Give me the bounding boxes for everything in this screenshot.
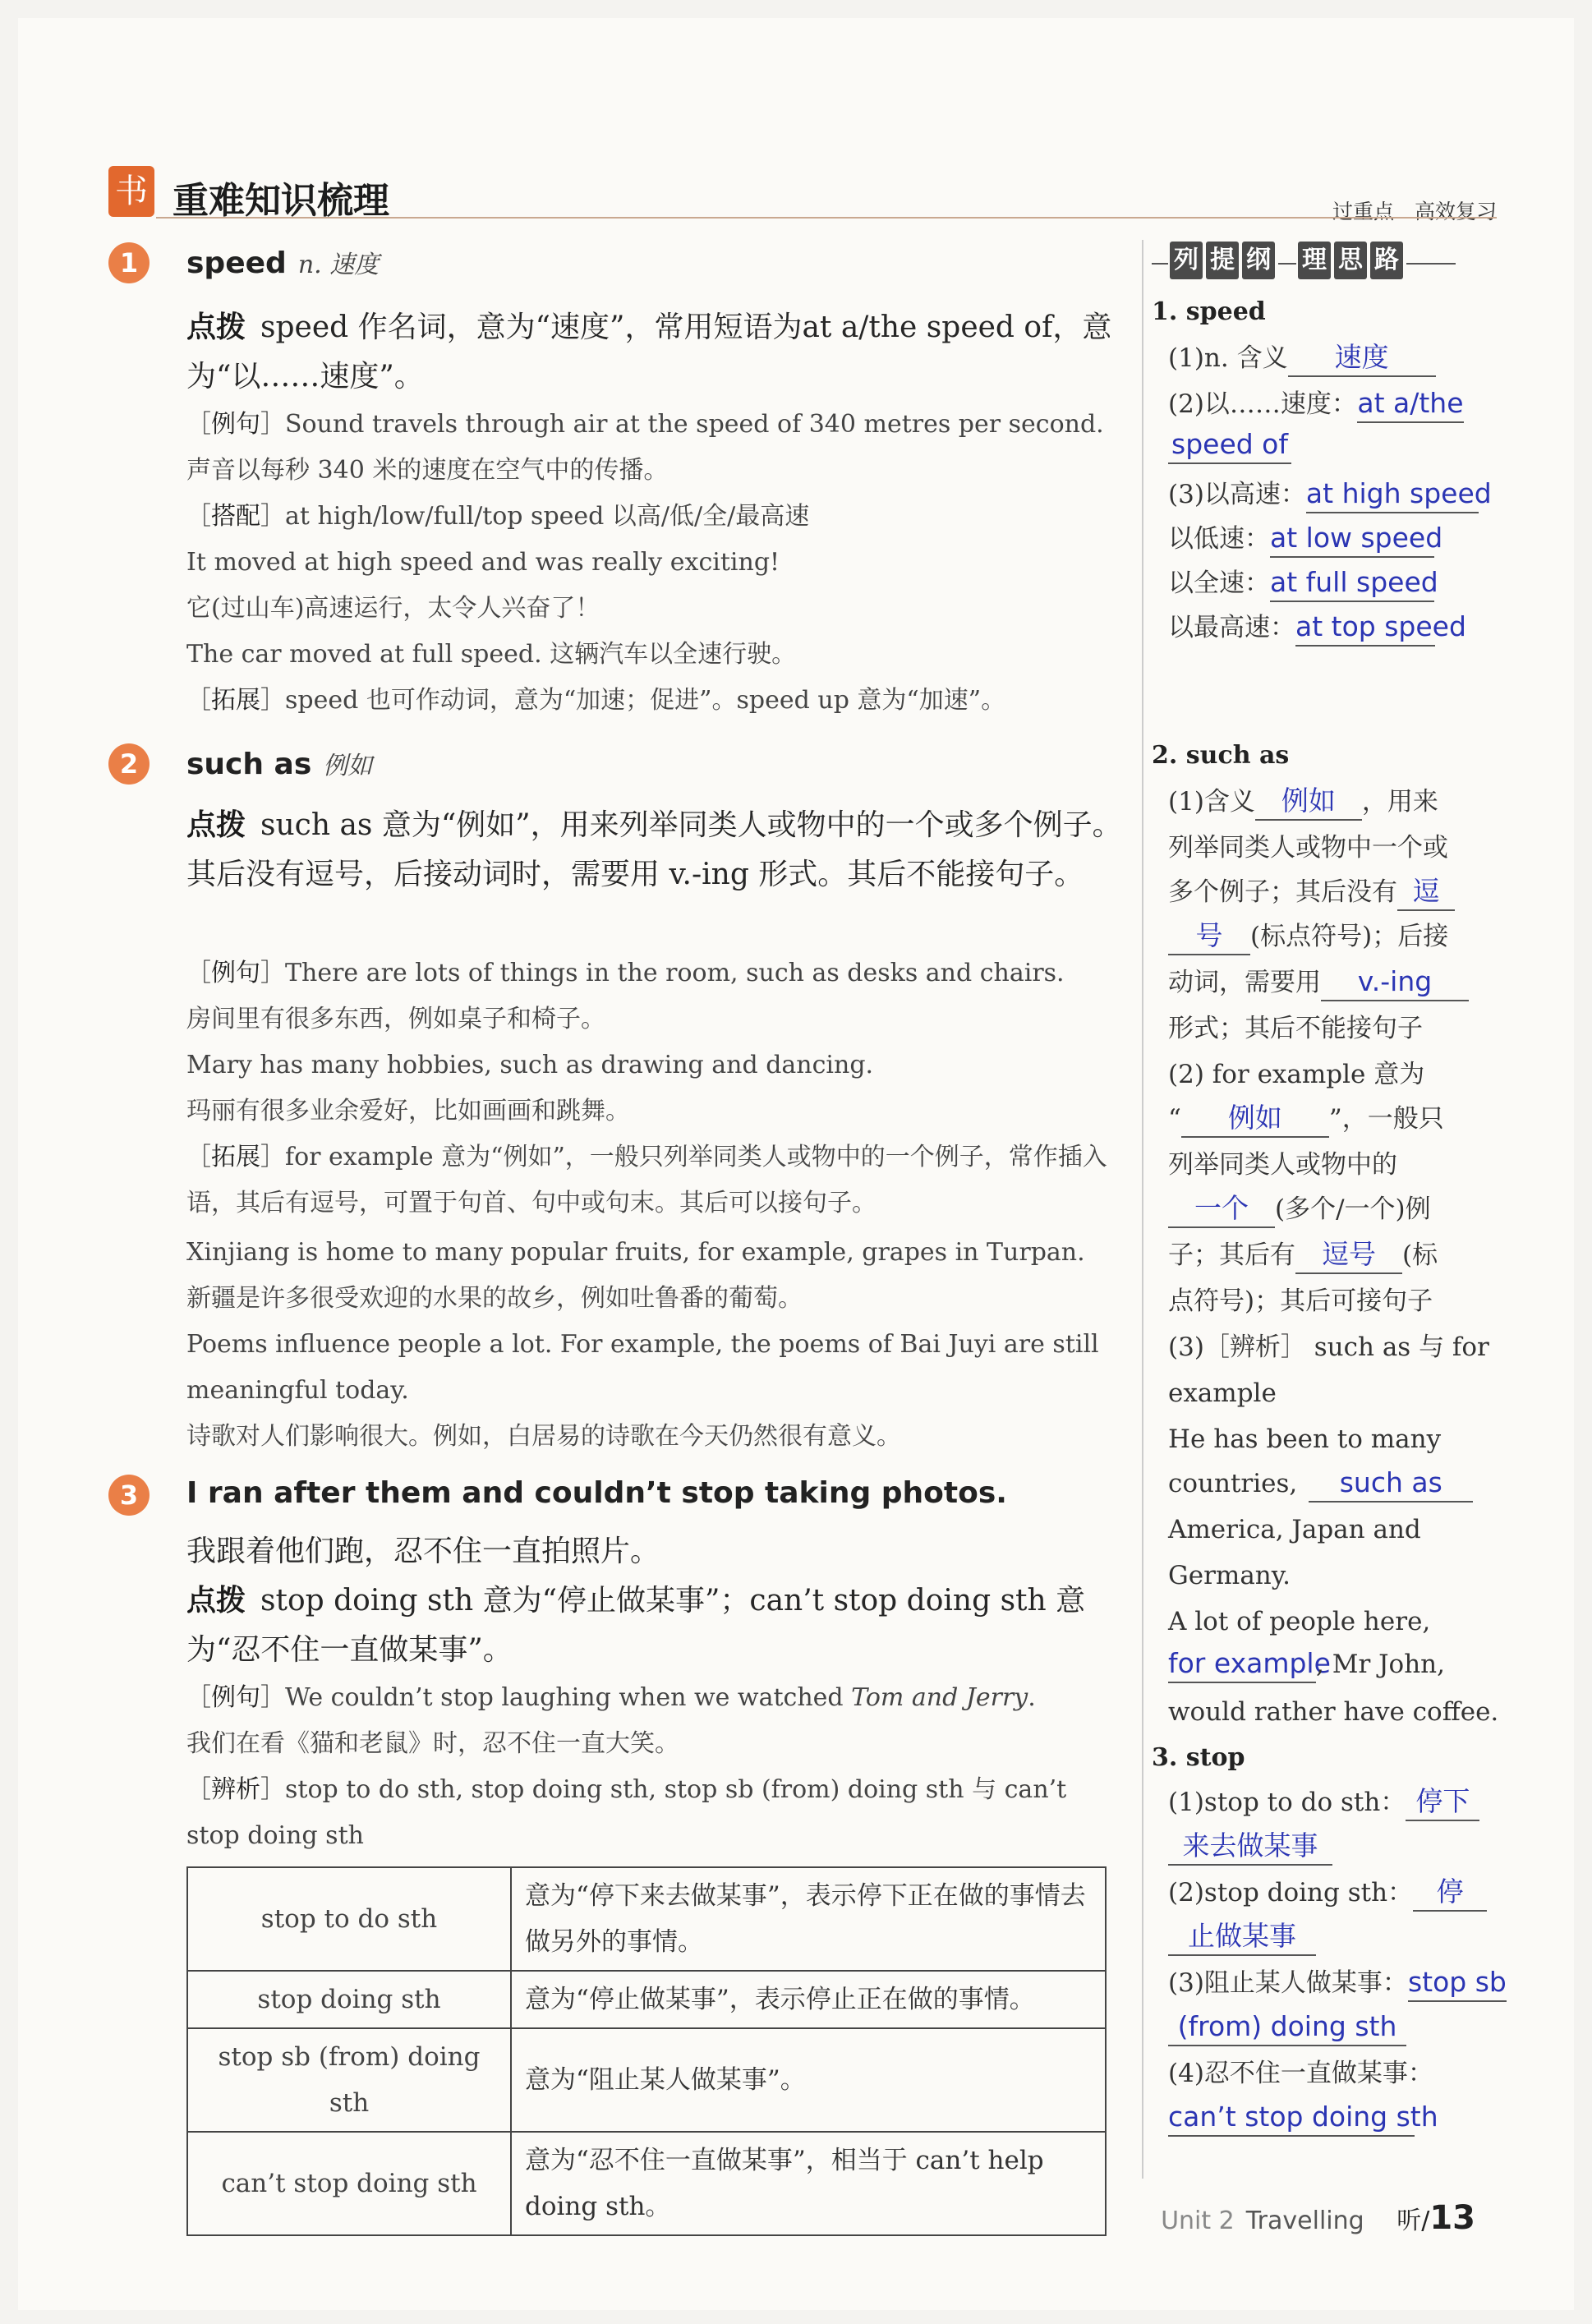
answer-blank: 一个 [1168,1190,1275,1228]
table-row: stop sb (from) doing sth 意为“阻止某人做某事”。 [187,2028,1106,2132]
answer-blank: can’t stop doing sth [1168,2099,1415,2137]
example-line: meaningful today. [186,1376,409,1405]
example-line: Xinjiang is home to many popular fruits, for example, grapes in Turpan. [186,1238,1085,1267]
example-translation: 玛丽有很多业余爱好，比如画画和跳舞。 [186,1097,630,1125]
outline-line [1168,2095,1513,2141]
outline-line: (1)n. 含义 速度 [1168,335,1513,381]
header-rule [156,217,1497,219]
outline-line: (4)忍不住一直做某事： [1168,2059,1433,2088]
answer-blank: at low speed [1270,520,1434,558]
outline-line: (1)含义 例如 ，用来 [1168,779,1513,825]
outline-line: for example, Mr John, [1168,1641,1513,1687]
extension-line: ［拓展］speed 也可作动词，意为“加速；促进”。speed up 意为“加速”。 [186,686,1006,715]
example-line: It moved at high speed and was really exciting! [186,548,780,577]
table-row: can’t stop doing sth 意为“忍不住一直做某事”，相当于 can’t help doing sth。 [187,2132,1106,2235]
example-translation: 我们在看《猫和老鼠》时，忍不住一直大笑。 [186,1729,679,1758]
answer-blank: (from) doing sth [1168,2009,1406,2046]
discrimination-line: ［辨析］stop to do sth, stop doing sth, stop sb (from) doing sth 与 can’t [186,1775,1067,1804]
outline-line: A lot of people here, [1168,1607,1431,1636]
outline-heading: 3. stop [1152,1743,1245,1772]
outline-line: 号 (标点符号)；后接 [1168,913,1513,960]
outline-line: 点符号)；其后可接句子 [1168,1286,1433,1316]
point-heading: speed n. 速度 [186,246,380,280]
example-line: ［例句］We couldn’t stop laughing when we watched Tom and Jerry. [186,1683,1036,1712]
answer-blank: for example [1168,1645,1316,1683]
point-number: 1 [108,242,150,283]
outline-line [1168,1914,1513,1960]
example-translation: 新疆是许多很受欢迎的水果的故乡，例如吐鲁番的葡萄。 [186,1284,803,1313]
outline-heading: 1. speed [1152,297,1266,326]
point-number: 2 [108,743,150,785]
discrimination-line: stop doing sth [186,1821,364,1850]
outline-line: He has been to many [1168,1424,1442,1454]
answer-blank: 例如 [1181,1100,1329,1138]
answer-blank: at full speed [1270,564,1434,602]
page [18,18,1574,2310]
outline-line: example [1168,1378,1277,1408]
answer-blank: v.-ing [1321,964,1469,1001]
answer-blank: 逗号 [1295,1236,1402,1274]
outline-line: 列举同类人或物中一个或 [1168,833,1448,863]
answer-blank: 号 [1168,918,1250,955]
outline-line: 一个 (多个/一个)例 [1168,1186,1513,1232]
outline-line: 动词，需要用 v.-ing [1168,960,1513,1006]
answer-blank: at top speed [1295,609,1435,647]
outline-line: (3)［辨析］ such as 与 for [1168,1332,1489,1362]
table-row: stop doing sth 意为“停止做某事”，表示停止正在做的事情。 [187,1971,1106,2028]
example-line: Mary has many hobbies, such as drawing and dancing. [186,1051,874,1079]
answer-blank: at high speed [1306,476,1479,513]
outline-line [1168,1824,1513,1870]
tip-paragraph: 点拨 such as 意为“例如”，用来列举同类人或物中的一个或多个例子。其后没有逗号，后接动词时，需要用 v.-ing 形式。其后不能接句子。 [186,808,1122,891]
comparison-table [186,1866,1107,2236]
outline-line: America, Japan and [1168,1515,1421,1544]
outline-line: 列举同类人或物中的 [1168,1150,1397,1180]
table-row: stop to do sth 意为“停下来去做某事”，表示停下正在做的事情去做另外的事情。 [187,1867,1106,1971]
outline-line: (2) for example 意为 [1168,1060,1425,1089]
outline-line: (3)阻止某人做某事：stop sb [1168,1960,1513,2006]
answer-blank: 例如 [1255,783,1362,821]
answer-blank: stop sb [1408,1964,1507,2002]
example-translation: 声音以每秒 340 米的速度在空气中的传播。 [186,456,669,485]
extension-line: ［拓展］for example 意为“例如”，一般只列举同类人或物中的一个例子，常作插入语，其后有逗号，可置于句首、句中或句末。其后可以接句子。 [186,1143,1107,1217]
outline-heading: 2. such as [1152,741,1290,770]
sentence-translation: 我跟着他们跑，忍不住一直拍照片。 [186,1535,660,1568]
outline-banner: 列 提 纲 理 思 路 [1152,240,1497,286]
answer-blank: such as [1309,1465,1473,1503]
column-divider [1142,240,1143,2179]
section-title: 重难知识梳理 [173,180,389,222]
outline-line: 以低速：at low speed [1168,516,1513,562]
example-line: The car moved at full speed. 这辆汽车以全速行驶。 [186,640,797,669]
example-line: ［例句］Sound travels through air at the speed of 340 metres per second. [186,410,1104,439]
answer-blank: 停下 [1406,1783,1479,1821]
example-translation: 房间里有很多东西，例如桌子和椅子。 [186,1005,605,1033]
page-footer: Unit 2 Travelling 听/13 [1161,2199,1475,2237]
outline-line [1168,422,1513,468]
point-heading: such as 例如 [186,748,373,781]
outline-line: (2)以……速度：at a/the [1168,381,1513,427]
collocation-line: ［搭配］at high/low/full/top speed 以高/低/全/最高速 [186,502,810,531]
outline-line: Germany. [1168,1561,1291,1590]
outline-line: (1)stop to do sth： 停下 [1168,1779,1513,1825]
example-line: ［例句］There are lots of things in the room, such as desks and chairs. [186,959,1065,987]
header-subtitle: 过重点 高效复习 [1332,200,1497,223]
section-header [108,166,1497,223]
outline-line: “ 例如 ”，一般只 [1168,1096,1513,1142]
example-translation: 它(过山车)高速运行，太令人兴奋了！ [186,594,600,623]
answer-blank: at a/the [1357,385,1464,423]
answer-blank: 速度 [1288,339,1436,377]
answer-blank: 停 [1413,1874,1487,1912]
answer-blank: 来去做某事 [1168,1828,1332,1866]
outline-line: 形式；其后不能接句子 [1168,1014,1423,1043]
outline-line: 子；其后有 逗号 (标 [1168,1232,1513,1278]
page-number: 13 [1429,2199,1475,2237]
outline-line: 多个例子；其后没有 逗 [1168,869,1513,915]
point-number: 3 [108,1475,150,1516]
outline-line: would rather have coffee. [1168,1697,1499,1727]
example-line: Poems influence people a lot. For example, the poems of Bai Juyi are still [186,1330,1099,1359]
tip-paragraph: 点拨 speed 作名词，意为“速度”，常用短语为at a/the speed of，意为“以……速度”。 [186,311,1112,393]
point-heading: I ran after them and couldn’t stop taking photos. [186,1476,1007,1510]
outline-line: countries, such as [1168,1461,1513,1507]
outline-line: 以全速：at full speed [1168,560,1513,606]
outline-line: (3)以高速：at high speed [1168,472,1513,518]
answer-blank: 逗 [1397,873,1455,911]
outline-line [1168,2004,1513,2050]
outline-line: (2)stop doing sth： 停 [1168,1870,1513,1916]
book-icon: 书 [108,166,154,217]
example-translation: 诗歌对人们影响很大。例如，白居易的诗歌在今天仍然很有意义。 [186,1422,901,1451]
answer-blank: 止做某事 [1168,1918,1316,1956]
answer-blank: speed of [1168,426,1291,464]
outline-line: 以最高速：at top speed [1168,605,1513,651]
tip-paragraph: 点拨 stop doing sth 意为“停止做某事”；can’t stop doing sth 意为“忍不住一直做某事”。 [186,1584,1086,1667]
